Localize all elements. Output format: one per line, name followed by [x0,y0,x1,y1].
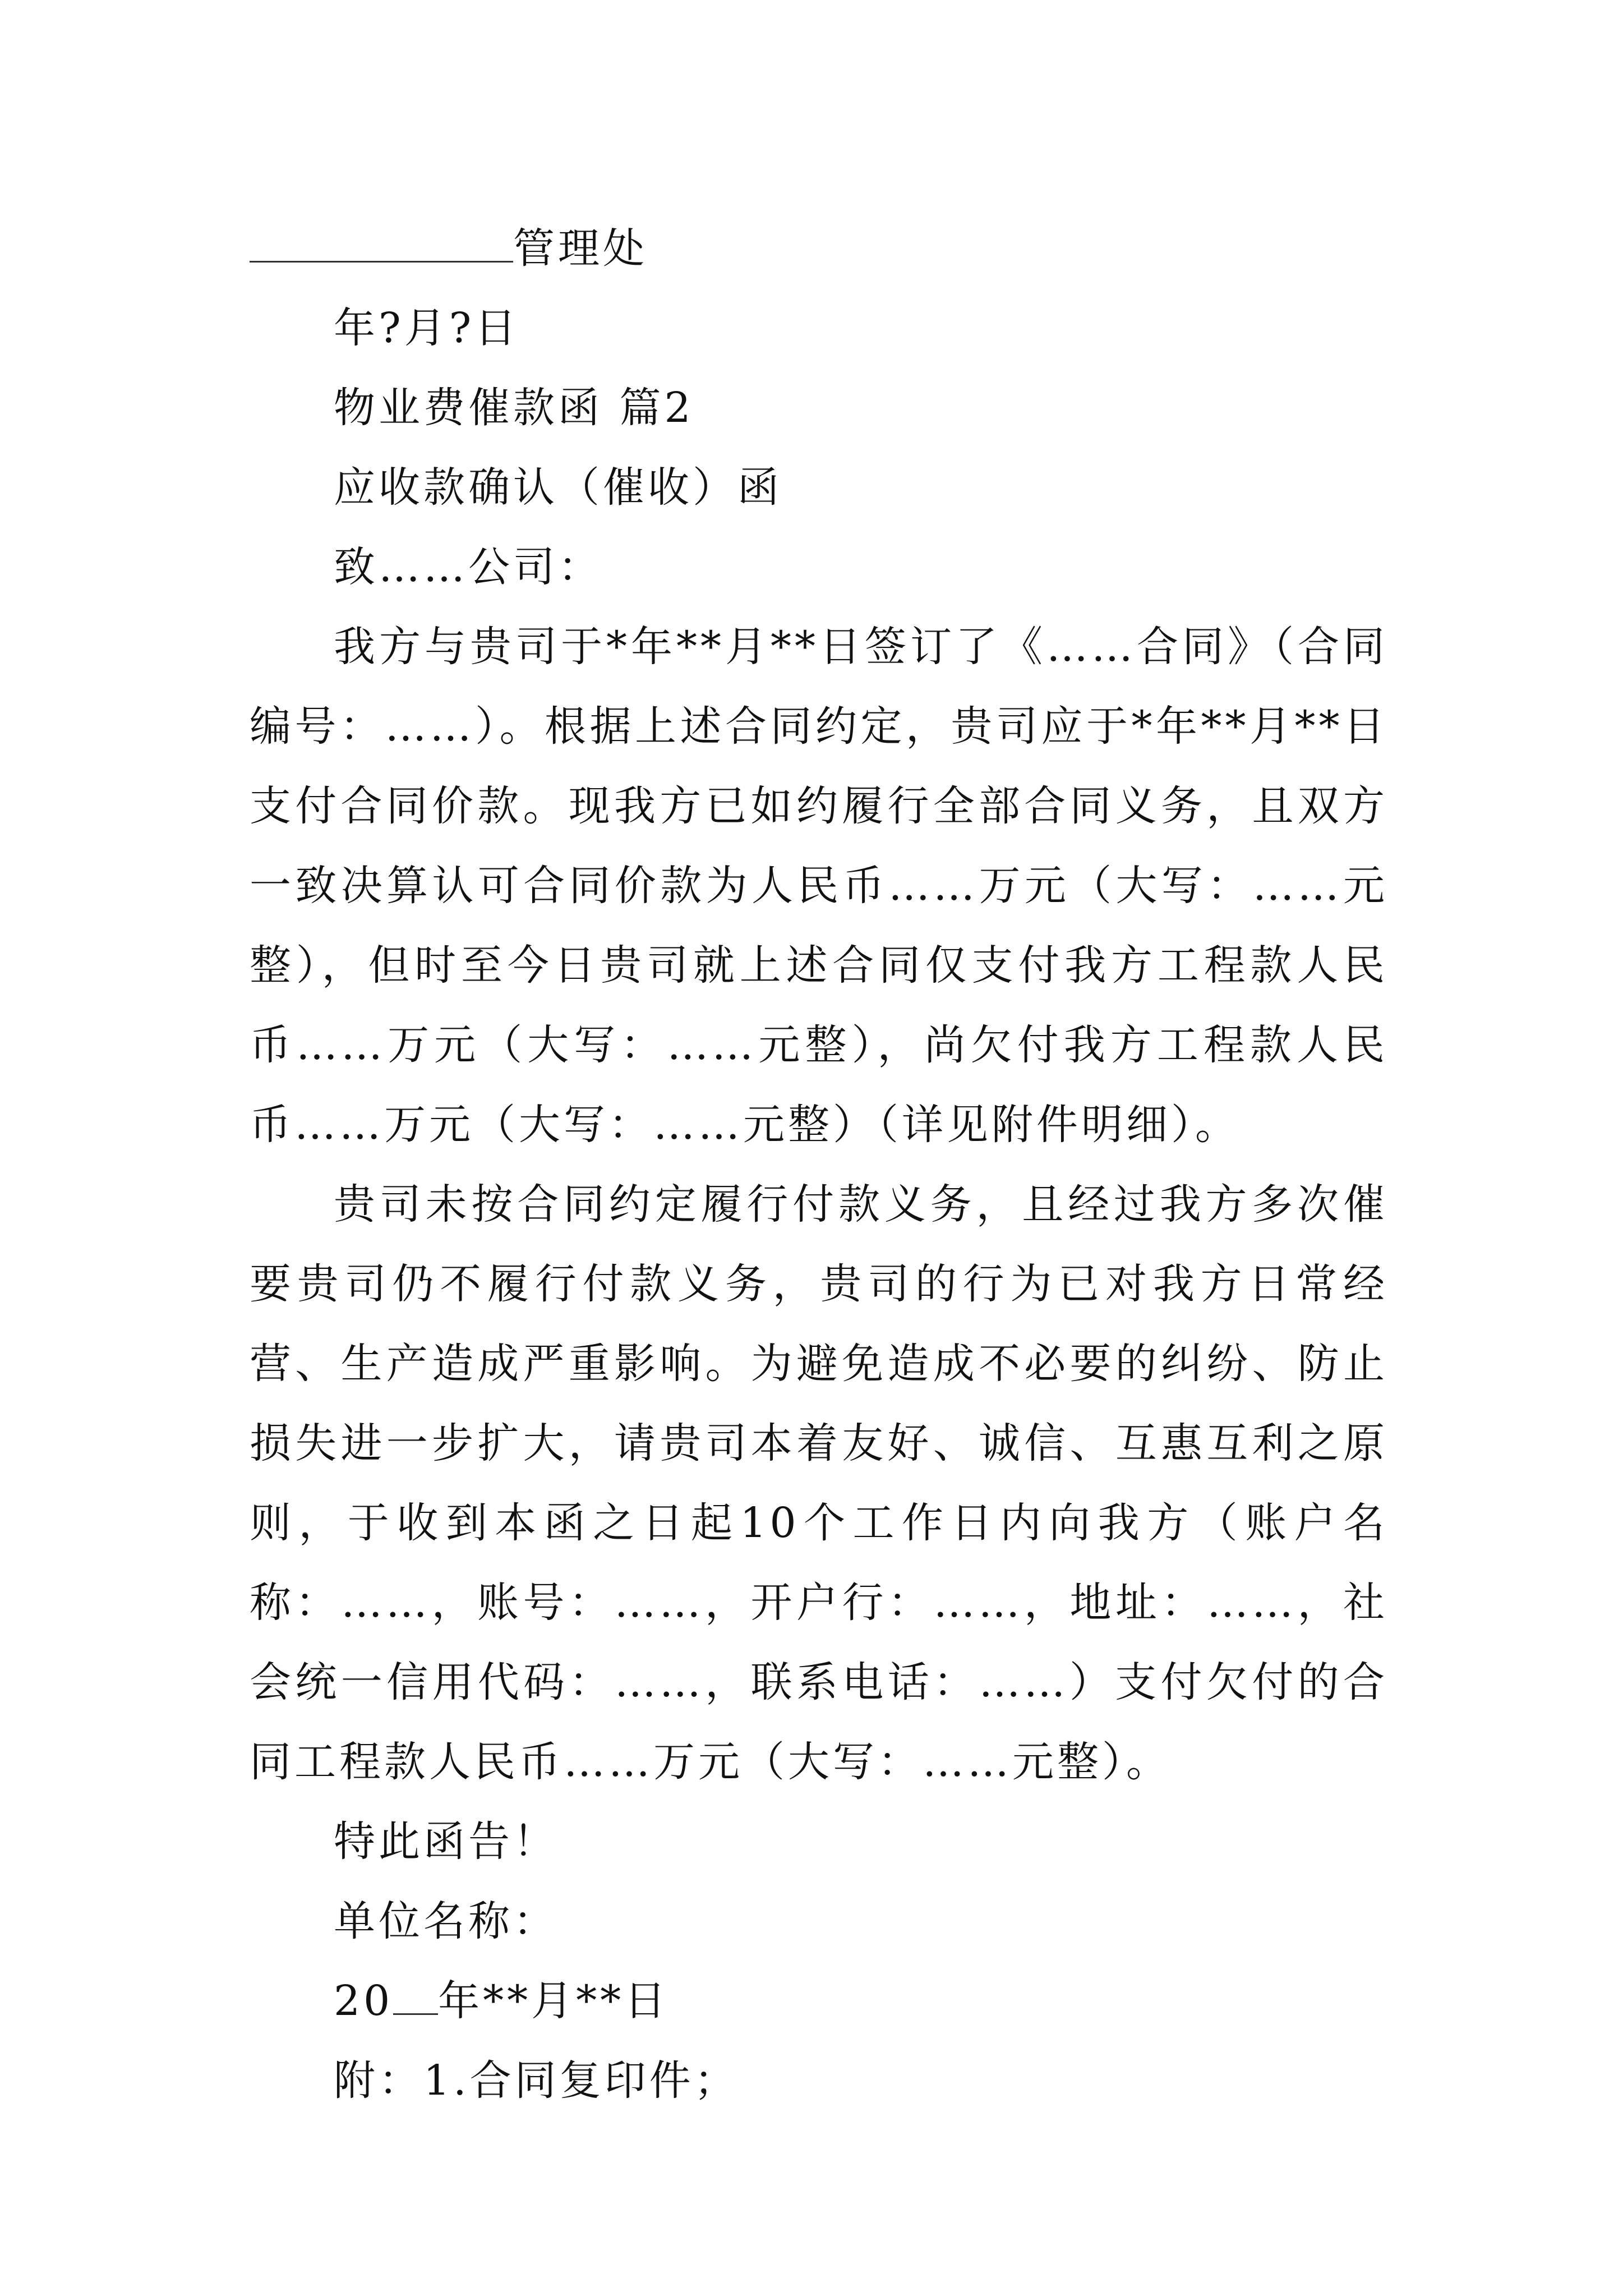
signature-date [250,1961,1388,2041]
fill-in-blank [393,2013,438,2015]
attachment-line: 附：1.合同复印件； [334,2056,739,2105]
unit-name-label: 单位名称： [334,1897,558,1945]
office-line [250,209,1388,288]
section-heading: 物业费催款函 篇2 [334,384,694,432]
body-paragraph-2: 贵司未按合同约定履行付款义务，且经过我方多次催要贵司仍不履行付款义务，贵司的行为已对我方日常经营、生产造成严重影响。为避免造成不必要的纠纷、防止损失进一步扩大，请贵司本着友好、诚信、互惠互利之原则，于收到本函之日起10个工作日内向我方（账户名称：……，账号：……，开户行：……，地址：……，社会统一信用代码：……，联系电话：……）支付欠付的合同工程款人民币……万元（大写：……元整）。 [250,1180,1388,1786]
body-paragraph-1: 我方与贵司于*年**月**日签订了《……合同》（合同编号：……）。根据上述合同约定，贵司应于*年**月**日支付合同价款。现我方已如约履行全部合同义务，且双方一致决算认可合同价款为人民币……万元（大写：……元整），但时至今日贵司就上述合同仅支付我方工程款人民币……万元（大写：……元整），尚欠付我方工程款人民币……万元（大写：……元整）（详见附件明细）。 [250,623,1388,1149]
date-suffix: 年**月**日 [438,1977,670,2025]
closing-remark: 特此函告！ [334,1818,558,1866]
office-suffix: 管理处 [513,224,648,273]
letter-title: 应收款确认（催收）函 [334,463,782,512]
date-year-prefix: 20 [334,1977,394,2025]
salutation: 致……公司： [334,543,603,591]
document-body [250,209,1388,2120]
date-placeholder: 年?月?日 [334,304,520,352]
fill-in-blank [250,260,513,263]
